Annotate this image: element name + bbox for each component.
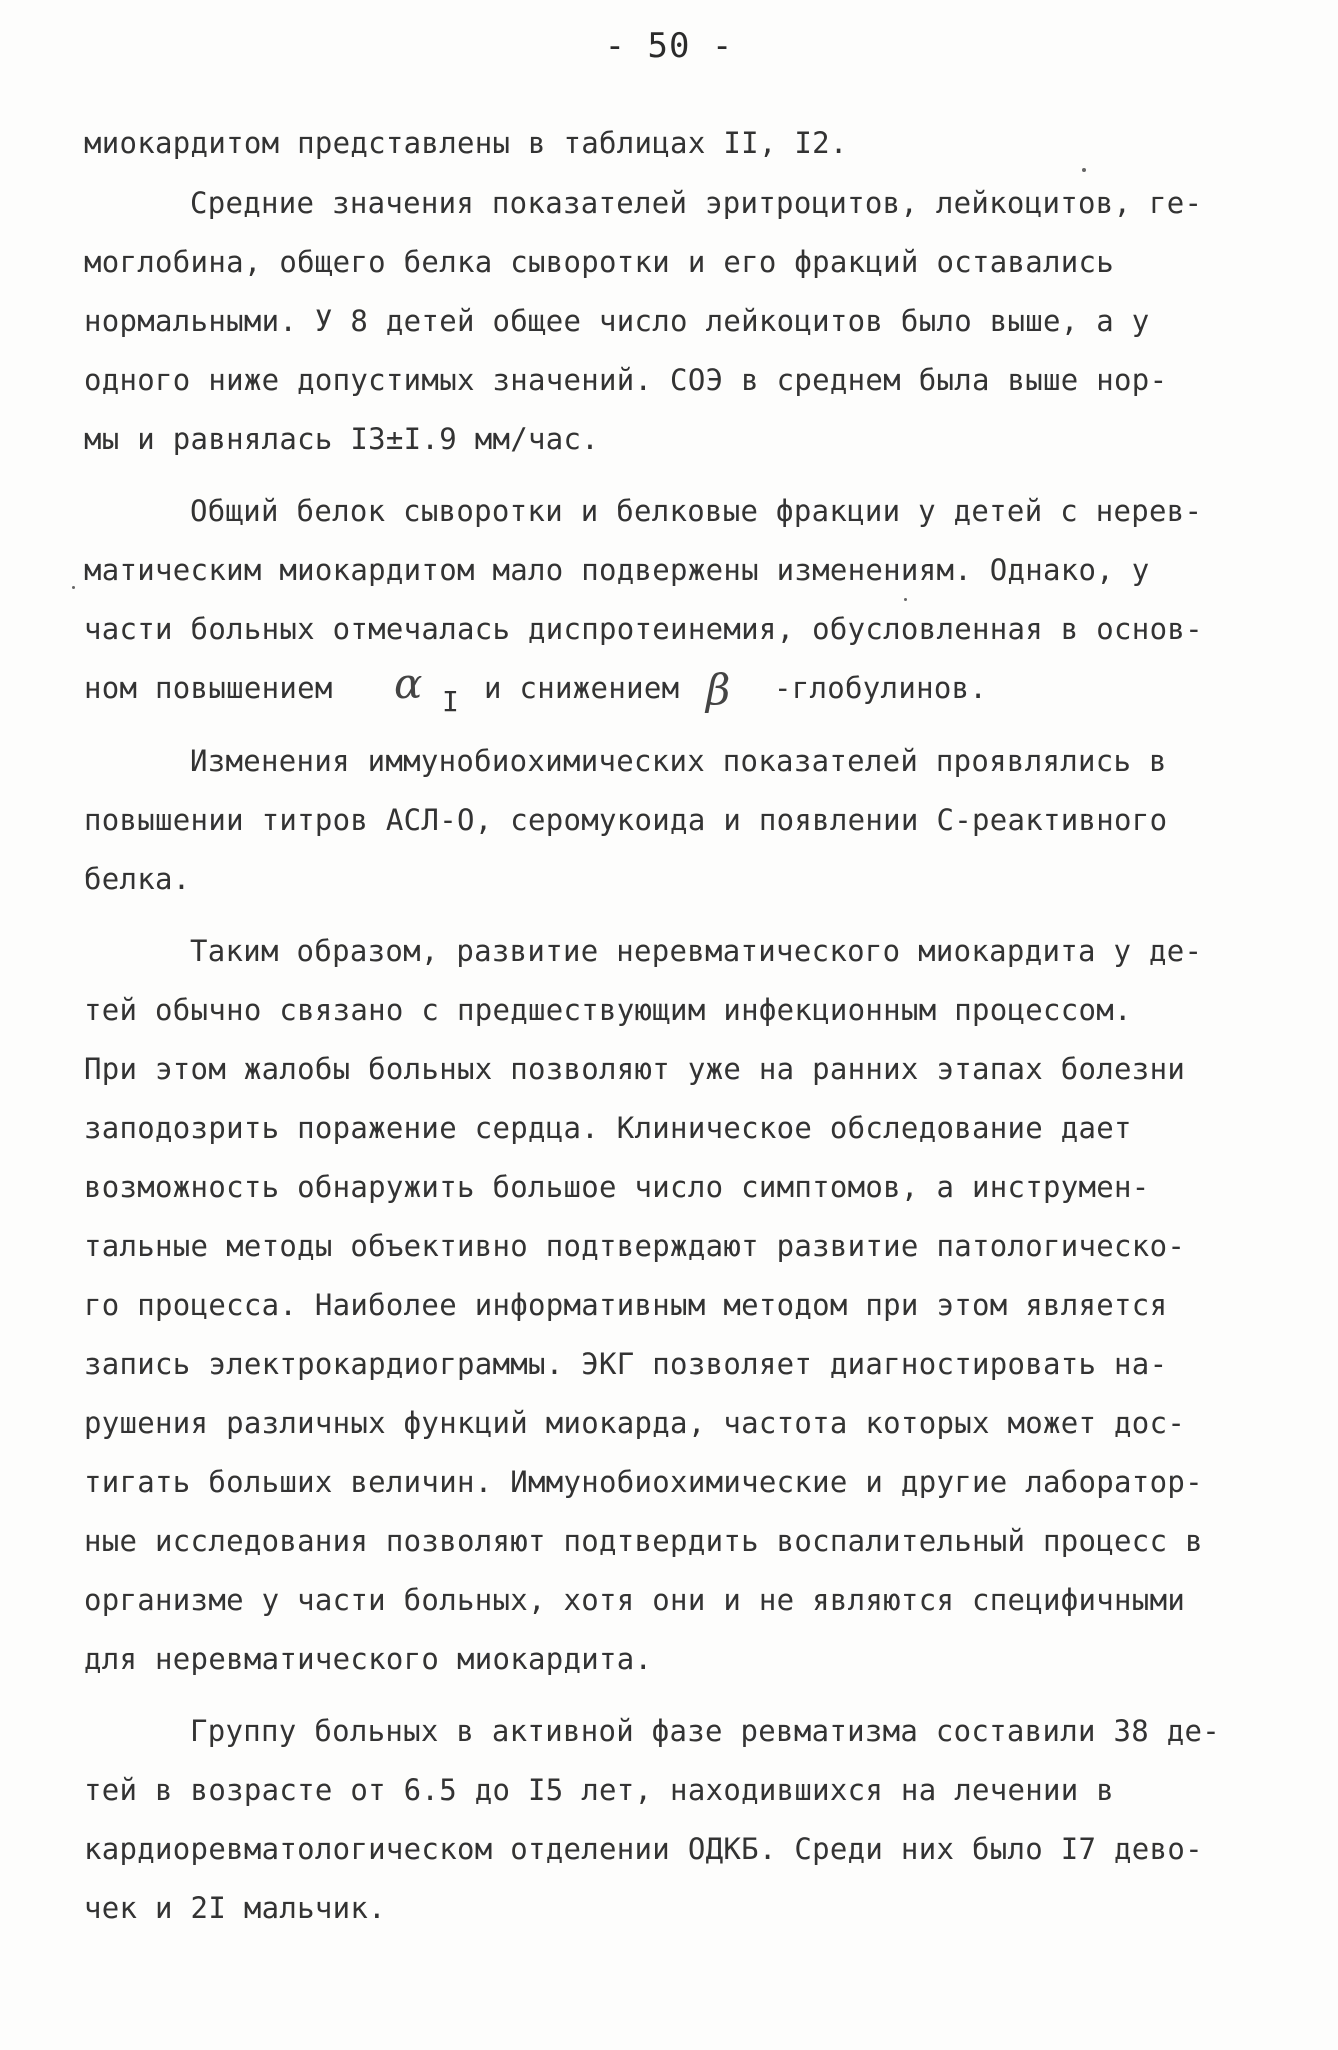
text-line: Средние значения показателей эритроцитов, лейкоцитов, ге- — [190, 186, 1203, 220]
text-line: одного ниже допустимых значений. СОЭ в среднем была выше нор- — [84, 363, 1168, 397]
text-line: для неревматического миокардита. — [84, 1642, 653, 1676]
page-number: - 50 - — [604, 26, 734, 66]
text-line: заподозрить поражение сердца. Клиническое обследование дает — [84, 1111, 1132, 1145]
text-line: ные исследования позволяют подтвердить воспалительный процесс в — [84, 1524, 1203, 1558]
text-line: моглобина, общего белка сыворотки и его фракций оставались — [84, 245, 1115, 279]
text-line: тальные методы объективно подтверждают развитие патологическо- — [84, 1229, 1186, 1263]
text-line: тигать больших величин. Иммунобиохимические и другие лаборатор- — [84, 1465, 1203, 1499]
text-line: го процесса. Наиболее информативным методом при этом является — [84, 1288, 1168, 1322]
scan-speck — [72, 586, 75, 589]
text-line: нормальными. У 8 детей общее число лейкоцитов было выше, а у — [84, 304, 1150, 338]
beta-symbol: β — [706, 665, 731, 714]
text-line: организме у части больных, хотя они и не являются специфичными — [84, 1583, 1186, 1617]
text-line: части больных отмечалась диспротеинемия, обусловленная в основ- — [84, 612, 1203, 646]
text-line: Изменения иммунобиохимических показателей проявлялись в — [190, 744, 1167, 778]
text-line: Таким образом, развитие неревматического миокардита у де- — [190, 934, 1203, 968]
text-line: запись электрокардиограммы. ЭКГ позволяет диагностировать на- — [84, 1347, 1168, 1381]
scan-speck — [904, 598, 907, 601]
scan-speck — [1082, 168, 1086, 172]
alpha-symbol: α — [394, 659, 423, 708]
text-fragment: ном повышением — [84, 671, 333, 705]
text-line: возможность обнаружить большое число симптомов, а инструмен- — [84, 1170, 1150, 1204]
text-fragment: и снижением — [484, 671, 680, 705]
text-line: мы и равнялась I3±I.9 мм/час. — [84, 422, 600, 456]
text-line: чек и 2I мальчик. — [84, 1891, 386, 1925]
text-line-greek — [84, 659, 1264, 721]
text-line: тей обычно связано с предшествующим инфекционным процессом. — [84, 993, 1132, 1027]
text-line: миокардитом представлены в таблицах II, I2. — [84, 126, 848, 160]
text-line: матическим миокардитом мало подвержены изменениям. Однако, у — [84, 553, 1150, 587]
text-line: При этом жалобы больных позволяют уже на ранних этапах болезни — [84, 1052, 1186, 1086]
text-line: кардиоревматологическом отделении ОДКБ. Среди них было I7 дево- — [84, 1832, 1203, 1866]
text-line: рушения различных функций миокарда, частота которых может дос- — [84, 1406, 1186, 1440]
text-fragment: -глобулинов. — [774, 671, 988, 705]
text-line: тей в возрасте от 6.5 до I5 лет, находившихся на лечении в — [84, 1773, 1115, 1807]
text-line: повышении титров АСЛ-О, серомукоида и появлении С-реактивного — [84, 803, 1168, 837]
text-line: Общий белок сыворотки и белковые фракции у детей с нерев- — [190, 494, 1203, 528]
text-line: белка. — [84, 862, 191, 896]
subscript: I — [442, 685, 460, 718]
text-line: Группу больных в активной фазе ревматизма составили 38 де- — [190, 1714, 1221, 1748]
